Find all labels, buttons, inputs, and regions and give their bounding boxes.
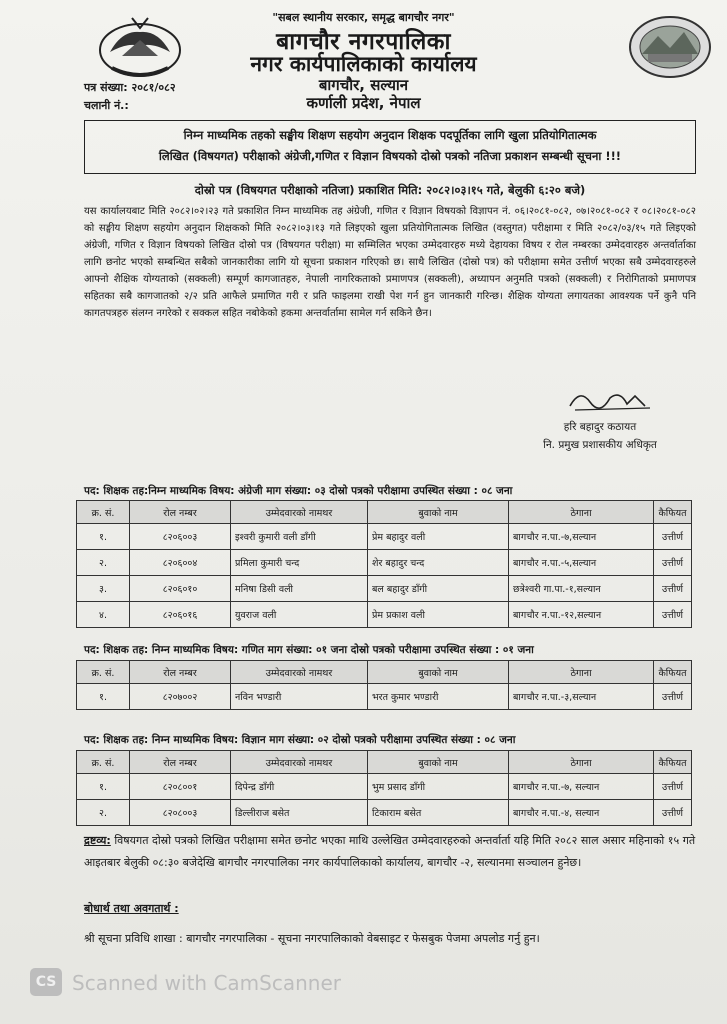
cell-sn: ४. [77,602,130,628]
cell-sn: २. [77,800,130,826]
camscanner-watermark: Scanned with CamScanner [72,971,341,995]
cell-sn: १. [77,524,130,550]
cell-sn: १. [77,774,130,800]
cell-candidate: मनिषा डिसी वली [231,576,368,602]
col-sn: क्र. सं. [77,501,130,524]
cell-roll: ८२०६००३ [130,524,231,550]
cell-candidate: डिल्लीराज बसेत [231,800,368,826]
cell-father: टिकाराम बसेत [368,800,509,826]
notice-title-box [84,120,696,174]
cell-father: भरत कुमार भण्डारी [368,684,509,710]
cell-roll: ८२०७००२ [130,684,231,710]
camscanner-icon: CS [30,968,62,996]
cell-roll: ८२०८००३ [130,800,231,826]
letter-number: पत्र संख्या: २०८१/०८२ [84,81,176,94]
col-sn: क्र. सं. [77,751,130,774]
col-roll: रोल नम्बर [130,751,231,774]
cell-remarks: उत्तीर्ण [654,602,692,628]
col-father: बुवाको नाम [368,501,509,524]
col-address: ठेगाना [509,501,654,524]
cell-sn: १. [77,684,130,710]
cell-address: बागचौर न.पा.-७,सल्यान [509,524,654,550]
interview-note [84,830,696,874]
col-address: ठेगाना [509,661,654,684]
signatory-block [510,420,690,452]
notice-title-line1: निम्न माध्यमिक तहको सङ्घीय शिक्षण सहयोग अनुदान शिक्षक पदपूर्तिका लागि खुला प्रतियोगितात्मक [183,128,597,142]
municipality-logo [626,14,714,80]
cell-roll: ८२०६०१६ [130,602,231,628]
signatory-title: नि. प्रमुख प्रशासकीय अधिकृत [543,439,657,451]
notice-title-line2: लिखित (विषयगत) परीक्षाको अंग्रेजी,गणित र विज्ञान विषयको दोस्रो पत्रको नतिजा प्रकाशन सम्बन्धी सूचना !!! [158,149,622,163]
cell-sn: २. [77,550,130,576]
col-father: बुवाको नाम [368,661,509,684]
cell-address: बागचौर न.पा.-१२,सल्यान [509,602,654,628]
handwritten-signature [565,384,655,414]
col-remarks: कैफियत [654,501,692,524]
dispatch-number: चलानी नं.: [84,99,129,112]
results-table-english [76,500,692,628]
cell-address: छत्रेश्वरी गा.पा.-१,सल्यान [509,576,654,602]
table-row [77,684,692,710]
table-row [77,524,692,550]
table-row [77,576,692,602]
table-row [77,550,692,576]
note-label: द्रष्टव्य: [84,834,111,847]
cc-label: बोधार्थ तथा अवगतार्थ : [84,902,179,915]
post-english-title: पद: शिक्षक तह:निम्न माध्यमिक विषय: अंग्रेजी माग संख्या: ०३ दोस्रो पत्रको परीक्षामा उपस्थित संख्या : ०८ जना [84,485,513,497]
publication-date-heading: दोस्रो पत्र (विषयगत परीक्षाको नतिजा) प्रकाशित मिति: २०८२।०३।१५ गते, बेलुकी ६:२० बजे) [194,183,586,197]
col-remarks: कैफियत [654,661,692,684]
cell-father: प्रेम प्रकाश वली [368,602,509,628]
cell-remarks: उत्तीर्ण [654,550,692,576]
col-remarks: कैफियत [654,751,692,774]
results-table-math [76,660,692,710]
cell-address: बागचौर न.पा.-७, सल्यान [509,774,654,800]
col-candidate: उम्मेदवारको नामथर [231,501,368,524]
cell-father: बल बहादुर डाँगी [368,576,509,602]
cell-father: भुम प्रसाद डाँगी [368,774,509,800]
table-row [77,800,692,826]
cell-candidate: युवराज वली [231,602,368,628]
cell-father: प्रेम बहादुर वली [368,524,509,550]
col-father: बुवाको नाम [368,751,509,774]
cell-roll: ८२०६००४ [130,550,231,576]
table-row [77,774,692,800]
notice-body: यस कार्यालयबाट मिति २०८२।०२।२३ गते प्रकाशित निम्न माध्यमिक तह अंग्रेजी, गणित र विज्ञान विषयको विज्ञापन नं. ०६।२०८१-०८२, ०७।२०८१-०८२ र ०८।२०८१-०८२ को सङ्घीय शिक्षण सहयोग अनुदान शिक्षकको मिति २०८२।०३।१३ गते लिइएको खुला प्रतियोगितात्मक लिखित (वस्तुगत) परीक्षामा र मिति २०८२/०३/१५ गते लिइएको अंग्रेजी, गणित र विज्ञान विषयको लिखित दोस्रो पत्र (विषयगत परीक्षा) मा सम्मिलित भएका उम्मेदवारहरु मध्ये देहायका विषय र रोल नम्बरका उम्मेदवारहरु अन्तर्वार्ताका लागि छनोट भएको सम्बन्धित सबैको जानकारीका लागि यो सूचना प्रकाशन गरिएको छ। साथै लिखित (दोस्रो पत्र) को परीक्षामा समेत उत्तीर्ण भएका सबै उम्मेदवारहरुले आफ्नो शैक्षिक योग्यताको (सक्कली) सम्पूर्ण कागजातहरु, नेपाली नागरिकताको प्रमाणपत्र (सक्कली), अध्यापन अनुमति पत्रको (सक्कली) र निरोगिताको प्रमाणपत्र सहितका सबै कागजातको २/२ प्रति आफैले प्रमाणित गरी र प्रति फाइलमा राखी पेश गर्न हुन जानकारी गरिन्छ। शैक्षिक योग्यता लगायतका आवश्यक पर्ने कुनै पनि कागतपत्रहरु संलग्न नगरेको र सक्कल सहित नबोकेको हकमा अन्तर्वार्तामा सामेल गर्न सकिने छैन। [84,206,696,319]
office-province: कर्णाली प्रदेश, नेपाल [306,94,421,112]
col-roll: रोल नम्बर [130,501,231,524]
office-place: बागचौर, सल्यान [318,76,409,94]
cell-remarks: उत्तीर्ण [654,774,692,800]
col-candidate: उम्मेदवारको नामथर [231,661,368,684]
col-roll: रोल नम्बर [130,661,231,684]
cell-sn: ३. [77,576,130,602]
results-table-science [76,750,692,826]
col-address: ठेगाना [509,751,654,774]
cell-candidate: नविन भण्डारी [231,684,368,710]
cell-remarks: उत्तीर्ण [654,576,692,602]
cell-address: बागचौर न.पा.-५,सल्यान [509,550,654,576]
signatory-name: हरि बहादुर कठायत [563,421,637,433]
note-text: विषयगत दोस्रो पत्रको लिखित परीक्षामा समेत छनोट भएका माथि उल्लेखित उम्मेदवारहरुको अन्तर्वार्ता यहि मिति २०८२ साल असार महिनाको १५ गते आइतबार बेलुकी ०८:३० बजेदेखि बागचौर नगरपालिका नगर कार्यपालिकाको कार्यालय, बागचौर -२, सल्यानमा सञ्चालन हुनेछ। [84,834,696,869]
col-candidate: उम्मेदवारको नामथर [231,751,368,774]
office-name: नगर कार्यपालिकाको कार्यालय [250,52,477,76]
cell-candidate: दिपेन्द्र डाँगी [231,774,368,800]
cell-father: शेर बहादुर चन्द [368,550,509,576]
cell-address: बागचौर न.पा.-३,सल्यान [509,684,654,710]
table-row [77,602,692,628]
cell-remarks: उत्तीर्ण [654,800,692,826]
cell-roll: ८२०८००१ [130,774,231,800]
cell-remarks: उत्तीर्ण [654,524,692,550]
organization-name: बागचौर नगरपालिका [276,29,451,55]
post-math-title: पद: शिक्षक तह: निम्न माध्यमिक विषय: गणित माग संख्या: ०१ जना दोस्रो पत्रको परीक्षामा उपस्थित संख्या : ०१ जना [84,644,534,656]
post-science-title: पद: शिक्षक तह: निम्न माध्यमिक विषय: विज्ञान माग संख्या: ०२ दोस्रो पत्रको परीक्षामा उपस्थित संख्या : ०८ जना [84,734,516,746]
cell-remarks: उत्तीर्ण [654,684,692,710]
cell-candidate: प्रमिला कुमारी चन्द [231,550,368,576]
cell-roll: ८२०६०१० [130,576,231,602]
col-sn: क्र. सं. [77,661,130,684]
cell-candidate: इश्वरी कुमारी वली डाँगी [231,524,368,550]
motto: "सबल स्थानीय सरकार, समृद्ध बागचौर नगर" [272,11,455,24]
cc-text: श्री सूचना प्रविधि शाखा : बागचौर नगरपालिका - सूचना नगरपालिकाको वेबसाइट र फेसबुक पेजमा अपलोड गर्नु हुन। [84,932,540,945]
cell-address: बागचौर न.पा.-४, सल्यान [509,800,654,826]
